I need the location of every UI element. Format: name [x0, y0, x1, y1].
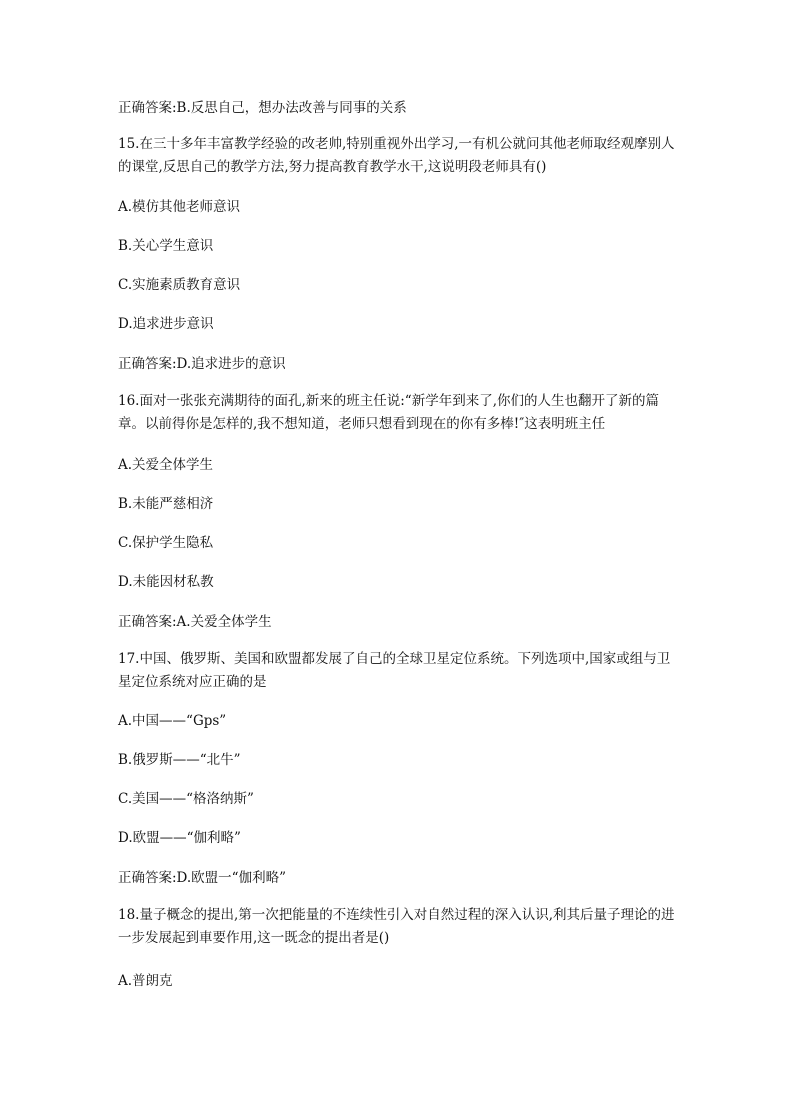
- option-15-c: C.实施素质教育意识: [118, 277, 241, 293]
- option-17-d: D.欧盟——“伽利略”: [118, 830, 241, 846]
- question-15: 15.在三十多年丰富教学经验的改老帅,特别重视外出学习,一有机公就问其他老师取经观摩别人的课堂,反思自己的教学方法,努力提高教育教学水干,这说明段老师具有(): [118, 136, 675, 175]
- question-17: 17.中国、俄罗斯、美国和欧盟都发展了自己的全球卫星定位系统。下列选项中,国家或组与卫星定位系统对应正确的是: [118, 651, 671, 690]
- option-15-a: A.模仿其他老师意识: [118, 199, 241, 215]
- option-17-b: B.俄罗斯——“北牛”: [118, 752, 241, 768]
- answer-16: 正确答案:A.关爱全体学生: [118, 614, 272, 630]
- question-16: 16.面对一张张充满期待的面孔,新来的班主任说:“新学年到来了,你们的人生也翻开了新的篇章。以前得你是怎样的,我不想知道，老师只想看到现在的你有多棒!″这表明班主任: [118, 393, 660, 432]
- option-16-a: A.关爱全体学生: [118, 457, 214, 473]
- option-16-c: C.保护学生隐私: [118, 535, 214, 551]
- option-16-d: D.未能因材私教: [118, 574, 214, 590]
- option-15-d: D.追求进步意识: [118, 316, 214, 332]
- option-17-a: A.中国——“Gps”: [118, 713, 227, 729]
- answer-15: 正确答案:D.追求进步的意识: [118, 356, 286, 372]
- answer-14: 正确答案:B.反思自己，想办法改善与同事的关系: [118, 100, 407, 116]
- option-16-b: B.未能严慈相济: [118, 496, 214, 512]
- option-15-b: B.关心学生意识: [118, 238, 214, 254]
- question-18: 18.量子概念的提出,第一次把能量的不连续性引入对自然过程的深入认识,利其后量子理论的进一步发展起到車要作用,这一既念的提出者是(): [118, 907, 675, 946]
- option-18-a: A.普朗克: [118, 973, 173, 989]
- option-17-c: C.美国——“格洛纳斯”: [118, 791, 254, 807]
- answer-17: 正确答案:D.欧盟一“伽利略”: [118, 870, 286, 886]
